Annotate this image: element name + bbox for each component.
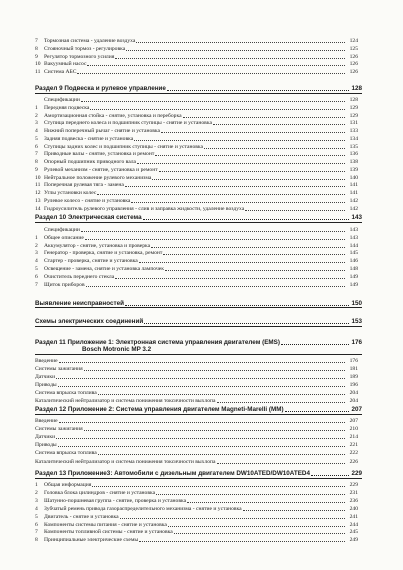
dot-leader [86, 286, 345, 287]
section-13-heading [35, 470, 362, 477]
toc-entry [35, 206, 358, 212]
dot-leader [56, 378, 345, 379]
toc-entry [35, 243, 358, 249]
entry-title: Нижний поперечный рычаг - снятие и установка [44, 128, 161, 134]
entry-number: 7 [35, 529, 38, 536]
toc-entry [35, 235, 358, 241]
section-title: Раздел 11 Приложение 1: Электронная система управления двигателем (EMS) [35, 339, 280, 346]
toc-entry [35, 97, 358, 103]
entry-page: 196 [349, 381, 358, 388]
toc-entry [35, 46, 358, 52]
toc-entry [35, 358, 358, 364]
entry-title: Компоненты системы питания - снятие и установка [44, 521, 167, 528]
entry-page: 131 [349, 120, 358, 127]
entry-page: 128 [349, 97, 358, 103]
section-page: 153 [351, 318, 362, 325]
toc-entry [35, 151, 358, 157]
toc-entry [35, 506, 358, 512]
dot-leader [217, 402, 345, 403]
entry-page: 139 [349, 166, 358, 173]
entry-number: 4 [35, 505, 38, 512]
toc-entry [35, 128, 358, 134]
entry-number: 5 [35, 266, 38, 272]
dot-leader [174, 533, 345, 534]
entry-number: 14 [35, 205, 41, 212]
entry-title: Двигатель - снятие и установка [44, 513, 119, 520]
dot-leader [281, 344, 349, 345]
dot-leader [151, 247, 345, 248]
section-rule [35, 93, 362, 94]
section-11-subtitle: Bosch Motronic MP 3.2 [82, 346, 152, 353]
entry-number: 4 [35, 258, 38, 265]
section-title: Раздел 9 Подвеска и рулевое управление [35, 85, 166, 92]
entry-title: Приводные валы - снятие, установка и ремонт [44, 151, 155, 158]
entry-number: 11 [35, 182, 41, 189]
entry-number: 13 [35, 197, 41, 204]
section-title: Раздел 12 Приложение 2: Система управления двигателем Magneti-Marelli (MM) [35, 406, 284, 413]
toc-entry [35, 144, 358, 150]
entry-number: 4 [35, 128, 38, 134]
entry-page: 143 [349, 227, 358, 233]
dot-leader [125, 186, 345, 187]
toc-entry [35, 105, 358, 111]
dot-leader [152, 179, 345, 180]
entry-page: 135 [349, 143, 358, 150]
section-title: Раздел 10 Электрическая система [35, 214, 142, 221]
toc-entry [35, 390, 358, 396]
toc-entry [35, 38, 358, 44]
entry-page: 148 [349, 266, 358, 272]
entry-page: 210 [349, 426, 358, 433]
toc-entry [35, 450, 358, 456]
toc-entry [35, 514, 358, 520]
toc-entry [35, 69, 358, 75]
entry-page: 249 [349, 537, 358, 544]
entry-title: Ступицы задних колес и подшипник ступицы - снятие и установка [44, 143, 204, 150]
entry-title: Стартер - проверка, снятие и установка [44, 258, 138, 265]
entry-number: 9 [35, 166, 38, 173]
entry-number: 6 [35, 521, 38, 528]
entry-number: 7 [35, 281, 38, 288]
section-page: 150 [351, 300, 362, 307]
dot-leader [165, 270, 345, 271]
entry-number: 1 [35, 104, 38, 111]
dot-leader [285, 411, 349, 412]
entry-page: 214 [349, 434, 358, 441]
entry-title: Приводы [35, 442, 57, 449]
dot-leader [144, 323, 349, 324]
toc-entry [35, 459, 358, 465]
toc-entry [35, 266, 358, 272]
entry-title: Принципиальные электрические схемы [44, 537, 139, 544]
toc-entry [35, 282, 358, 288]
entry-title: Шатунно-поршневая группа - снятие, проверка и установка [44, 497, 187, 504]
section-rule [35, 222, 362, 223]
toc-entry [35, 61, 358, 67]
dot-leader [183, 117, 345, 118]
entry-number: 7 [35, 38, 38, 44]
dot-leader [85, 239, 345, 240]
dot-leader [137, 163, 345, 164]
toc-entry [35, 258, 358, 264]
entry-page: 125 [349, 45, 358, 52]
entry-number: 5 [35, 513, 38, 520]
entry-title: Спецификации [44, 227, 80, 233]
entry-title: Датчики [35, 434, 56, 441]
entry-number: 3 [35, 250, 38, 257]
entry-page: 207 [349, 418, 358, 424]
entry-number: 3 [35, 120, 38, 127]
entry-title: Задняя подвеска - снятие и установка [44, 135, 134, 142]
entry-title: Поперечная рулевая тяга - замена [44, 182, 124, 189]
entry-title: Зубчатый ремень привода газораспределительного механизма - снятие и установка [44, 505, 242, 512]
entry-page: 124 [349, 38, 358, 44]
toc-entry [35, 442, 358, 448]
section-page: 143 [351, 214, 362, 221]
dot-leader [163, 254, 345, 255]
dot-leader [159, 171, 345, 172]
dot-leader [131, 202, 345, 203]
toc-entry [35, 136, 358, 142]
entry-page: 138 [349, 159, 358, 165]
entry-title: Опорный подшипник приводного вала [44, 159, 137, 165]
entry-page: 240 [349, 505, 358, 512]
entry-page: 204 [349, 397, 358, 404]
entry-title: Нейтральное положение рулевого механизма [44, 174, 152, 181]
entry-page: 134 [349, 135, 358, 142]
dot-leader [187, 502, 345, 503]
toc-entry [35, 190, 358, 196]
dot-leader [245, 210, 345, 211]
entry-title: Общее описание [44, 234, 84, 241]
dot-leader [84, 370, 345, 371]
entry-number: 10 [35, 174, 41, 181]
entry-number: 11 [35, 69, 41, 76]
section-rule [35, 354, 362, 355]
dot-leader [143, 219, 349, 220]
entry-page: 149 [349, 281, 358, 288]
entry-number: 9 [35, 53, 38, 60]
toc-entry [35, 227, 358, 233]
section-rule [35, 414, 362, 415]
entry-title: Введение [35, 358, 58, 364]
toc-entry [35, 374, 358, 380]
toc-entry [35, 54, 358, 60]
dot-leader [81, 101, 345, 102]
section-title: Выявление неисправностей [35, 300, 124, 307]
dot-leader [81, 231, 345, 232]
entry-title: Ступица переднего колеса и подшипник ступицы - снятие и установка [44, 120, 212, 127]
entry-title: Щиток приборов [44, 281, 85, 288]
entry-page: 126 [349, 61, 358, 68]
entry-page: 204 [349, 389, 358, 396]
entry-number: 8 [35, 45, 38, 52]
dot-leader [139, 541, 345, 542]
entry-title: Генератор - проверка, снятие и установка, ремонт [44, 250, 163, 257]
dot-leader [125, 305, 349, 306]
entry-page: 222 [349, 450, 358, 457]
toc-entry [35, 537, 358, 543]
dot-leader [167, 90, 349, 91]
entry-page: 140 [349, 174, 358, 181]
entry-page: 231 [349, 489, 358, 496]
entry-title: Очиститель переднего стекла [44, 273, 115, 280]
toc-entry [35, 120, 358, 126]
section-title: Раздел 13 Приложение3: Автомобили с дизельным двигателем DW10ATED/DW10ATED4 [35, 470, 310, 477]
entry-page: 226 [349, 458, 358, 465]
wiring-diagrams-heading [35, 318, 362, 325]
entry-page: 176 [349, 358, 358, 364]
entry-title: Амортизационная стойка - снятие, установка и переборка [44, 112, 182, 119]
dot-leader [84, 430, 345, 431]
dot-leader [139, 262, 345, 263]
toc-entry [35, 274, 358, 280]
entry-page: 229 [349, 482, 358, 488]
toc-entry [35, 482, 358, 488]
entry-number: 2 [35, 112, 38, 119]
section-page: 229 [351, 470, 362, 477]
entry-page: 236 [349, 497, 358, 504]
entry-title: Спецификации [44, 97, 80, 103]
entry-page: 181 [349, 365, 358, 372]
dot-leader [217, 463, 345, 464]
entry-page: 126 [349, 53, 358, 60]
entry-title: Компоненты топливной системы - снятие и установка [44, 529, 173, 536]
dot-leader [120, 518, 345, 519]
entry-page: 141 [349, 190, 358, 196]
entry-number: 1 [35, 234, 38, 241]
entry-page: 221 [349, 442, 358, 449]
dot-leader [161, 132, 345, 133]
entry-title: Системы зажигания [35, 365, 83, 372]
section-page: 176 [351, 339, 362, 346]
entry-title: Углы установки колес [44, 190, 97, 196]
entry-number: 2 [35, 242, 38, 249]
section-page: 128 [351, 85, 362, 92]
entry-number: 8 [35, 159, 38, 165]
entry-title: Приводы [35, 381, 57, 388]
toc-entry [35, 398, 358, 404]
toc-entry [35, 426, 358, 432]
entry-title: Система АБС [44, 69, 77, 76]
dot-leader [243, 510, 345, 511]
toc-entry [35, 175, 358, 181]
toc-entry [35, 113, 358, 119]
toc-entry [35, 498, 358, 504]
dot-leader [98, 394, 345, 395]
dot-leader [87, 65, 345, 66]
entry-number: 1 [35, 482, 38, 488]
entry-page: 189 [349, 373, 358, 380]
entry-number: 6 [35, 143, 38, 150]
entry-number: 3 [35, 497, 38, 504]
entry-page: 141 [349, 182, 358, 189]
dot-leader [115, 58, 345, 59]
entry-title: Тормозная система - удаление воздуха [44, 38, 136, 44]
dot-leader [97, 194, 345, 195]
entry-title: Системы зажигания [35, 426, 83, 433]
toc-entry [35, 167, 358, 173]
entry-number: 7 [35, 151, 38, 158]
entry-number: 10 [35, 61, 41, 68]
toc-entry [35, 159, 358, 165]
entry-title: Рулевое колесо - снятие и установка [44, 197, 131, 204]
entry-page: 129 [349, 104, 358, 111]
entry-title: Передняя подвеска [44, 104, 90, 111]
dot-leader [136, 42, 345, 43]
troubleshooting-heading [35, 300, 362, 307]
section-11-heading [35, 339, 362, 346]
dot-leader [204, 148, 345, 149]
entry-title: Система впрыска топлива [35, 450, 97, 457]
section-rule [35, 478, 362, 479]
section-12-heading [35, 406, 362, 413]
entry-number: 8 [35, 537, 38, 544]
entry-title: Аккумулятор - снятие, установка и проверка [44, 242, 151, 249]
dot-leader [56, 438, 345, 439]
section-rule [35, 307, 362, 308]
toc-entry [35, 418, 358, 424]
toc-entry [35, 382, 358, 388]
dot-leader [58, 386, 345, 387]
entry-page: 142 [349, 205, 358, 212]
dot-leader [126, 50, 345, 51]
entry-title: Общая информация [44, 482, 92, 488]
toc-entry [35, 434, 358, 440]
entry-page: 149 [349, 273, 358, 280]
entry-page: 133 [349, 128, 358, 134]
dot-leader [98, 454, 345, 455]
entry-title: Каталитический нейтрализатор и система понижения токсичности выхлопа [35, 458, 216, 465]
entry-page: 143 [349, 234, 358, 241]
entry-page: 142 [349, 197, 358, 204]
entry-title: Введение [35, 418, 58, 424]
section-page: 207 [351, 406, 362, 413]
entry-page: 244 [349, 521, 358, 528]
entry-title: Система впрыска топлива [35, 389, 97, 396]
dot-leader [115, 278, 345, 279]
dot-leader [58, 446, 345, 447]
dot-leader [213, 124, 345, 125]
dot-leader [92, 486, 345, 487]
entry-page: 129 [349, 112, 358, 119]
entry-title: Гидроусилитель рулевого управления - слив и заправка жидкости, удаление воздуха [44, 205, 245, 212]
entry-page: 126 [349, 69, 358, 76]
entry-number: 12 [35, 190, 41, 196]
dot-leader [155, 155, 345, 156]
entry-title: Стояночный тормоз - регулировка [44, 45, 126, 52]
entry-title: Освещение - замена, снятие и установка лампочек [44, 266, 164, 272]
entry-page: 144 [349, 242, 358, 249]
entry-title: Каталитический нейтрализатор и система понижения токсичности выхлопа [35, 397, 216, 404]
toc-entry [35, 490, 358, 496]
dot-leader [311, 475, 349, 476]
entry-title: Рулевой механизм - снятие, установка и ремонт [44, 166, 158, 173]
dot-leader [59, 362, 345, 363]
toc-entry [35, 182, 358, 188]
dot-leader [168, 526, 345, 527]
dot-leader [90, 109, 345, 110]
dot-leader [156, 494, 345, 495]
toc-entry [35, 366, 358, 372]
entry-number: 2 [35, 489, 38, 496]
dot-leader [59, 422, 345, 423]
section-title: Схемы электрических соединений [35, 318, 144, 325]
entry-title: Регулятор тормозного усилия [44, 53, 115, 60]
toc-entry [35, 522, 358, 528]
section-9-heading [35, 85, 362, 92]
section-rule [35, 326, 362, 327]
entry-title: Вакуумный насос [44, 61, 87, 68]
entry-number: 5 [35, 135, 38, 142]
entry-page: 241 [349, 513, 358, 520]
toc-entry [35, 250, 358, 256]
toc-entry [35, 529, 358, 535]
entry-page: 136 [349, 151, 358, 158]
toc-entry [35, 198, 358, 204]
entry-title: Головка блока цилиндров - снятие и установка [44, 489, 156, 496]
section-10-heading [35, 214, 362, 221]
entry-page: 145 [349, 250, 358, 257]
dot-leader [77, 73, 345, 74]
entry-page: 146 [349, 258, 358, 265]
entry-page: 245 [349, 529, 358, 536]
entry-title: Датчики [35, 373, 56, 380]
entry-number: 6 [35, 273, 38, 280]
dot-leader [134, 140, 345, 141]
